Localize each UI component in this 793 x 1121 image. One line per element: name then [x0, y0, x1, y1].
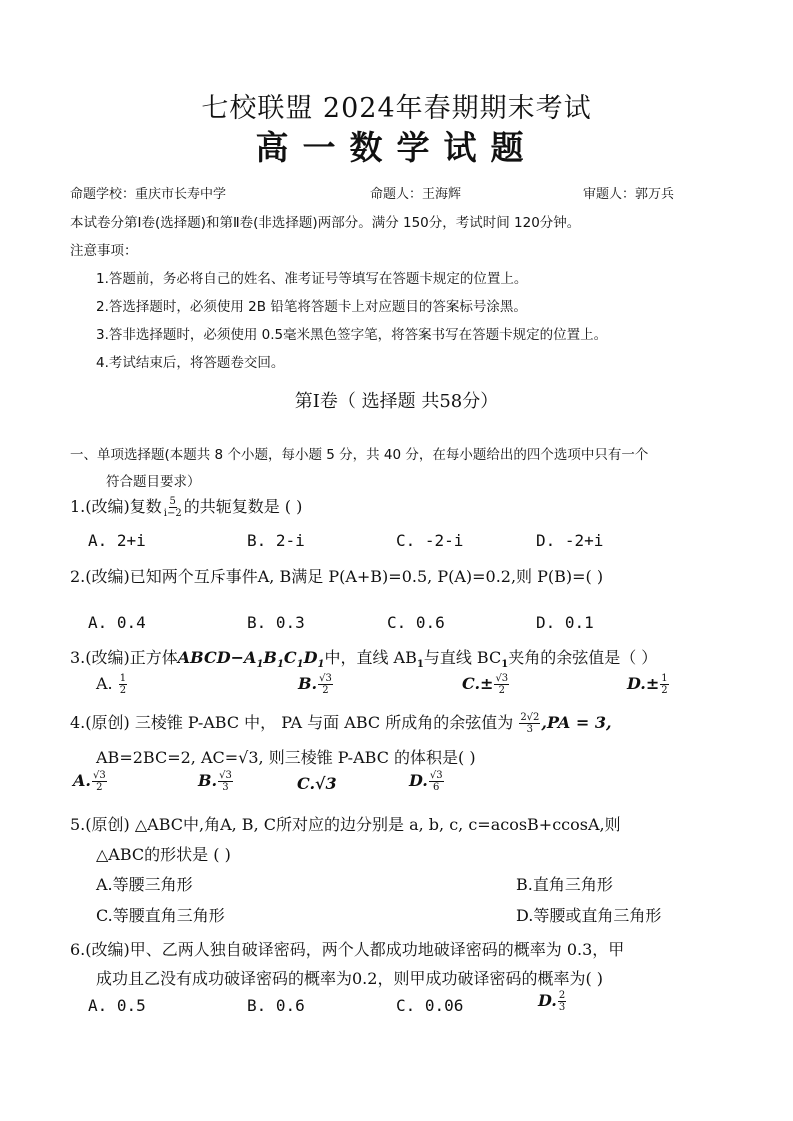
q4-option-b-frac — [218, 770, 233, 793]
q6-option-d-label: D. — [538, 991, 557, 1010]
question-5-line2: △ABC的形状是 ( ) — [96, 845, 231, 864]
question-4-line2: AB=2BC=2, AC=√3, 则三棱锥 P-ABC 的体积是( ) — [96, 748, 476, 767]
q3-cube-d: D — [303, 648, 318, 667]
q1-option-d: D. -2+i — [536, 531, 604, 550]
frac-den: 3 — [526, 724, 534, 735]
q3-option-d — [627, 673, 670, 696]
q3-sub: 1 — [317, 659, 325, 671]
q3-prefix: 3.(改编)正方体 — [70, 648, 178, 667]
q4-option-b-label: B. — [198, 771, 218, 790]
frac-den: 6 — [433, 782, 440, 793]
q6-option-c: C. 0.06 — [396, 996, 464, 1015]
q6-option-a: A. 0.5 — [88, 996, 146, 1015]
q1-option-a: A. 2+i — [88, 531, 146, 550]
q2-option-a: A. 0.4 — [88, 613, 146, 632]
q4-option-d — [409, 770, 445, 793]
q4-option-d-label: D. — [409, 771, 428, 790]
q1-frac-num: 5 — [169, 496, 176, 507]
q3-cube-name — [177, 648, 325, 671]
exam-title: 七校联盟 2024年春期期末考试 — [201, 93, 592, 124]
q4-option-b — [198, 770, 234, 793]
q4-option-a — [73, 770, 108, 793]
q4-option-d-frac — [429, 770, 444, 793]
q5-option-a: A.等腰三角形 — [96, 875, 193, 894]
question-1 — [70, 494, 302, 519]
q1-fraction — [163, 496, 183, 519]
question-4 — [70, 710, 612, 735]
frac-den: 2 — [119, 685, 127, 696]
setter-school: 命题学校：重庆市长寿中学 — [70, 187, 227, 202]
question-6: 6.(改编)甲、乙两人独自破译密码，两个人都成功地破译密码的概率为 0.3，甲 — [70, 940, 625, 959]
q3-option-c-label: C.± — [462, 674, 494, 693]
q4-option-a-label: A. — [73, 771, 91, 790]
q3-option-d-frac — [660, 673, 668, 696]
q6-option-b: B. 0.6 — [247, 996, 305, 1015]
frac-den: 2 — [498, 685, 505, 696]
q3-sub: 1 — [296, 659, 304, 671]
q6-option-d-frac — [558, 990, 566, 1013]
q4-option-c: C.√3 — [297, 774, 337, 793]
q3-option-c — [462, 673, 510, 696]
q5-option-d: D.等腰或直角三角形 — [516, 906, 662, 925]
notice-item: 1.答题前，务必将自己的姓名、准考证号等填写在答题卡规定的位置上。 — [96, 271, 528, 287]
q1-prefix: 1.(改编)复数 — [70, 497, 162, 516]
frac-num: 1 — [119, 673, 127, 684]
frac-num: √3 — [495, 673, 509, 684]
question-3 — [70, 645, 657, 670]
q3-sub: 1 — [501, 659, 509, 671]
frac-num: 2 — [558, 990, 566, 1001]
section-title: 第Ⅰ卷（ 选择题 共58分） — [294, 391, 499, 412]
q2-option-d: D. 0.1 — [536, 613, 594, 632]
q3-option-a-label: A. — [96, 674, 113, 693]
q3-sub: 1 — [416, 659, 424, 671]
q4-prefix: 4.(原创) 三棱锥 P-ABC 中， PA 与面 ABC 所成角的余弦值为 — [70, 713, 514, 732]
q4-pa: ,PA = 3, — [541, 713, 612, 732]
frac-den: 2 — [322, 685, 329, 696]
question-2: 2.(改编)已知两个互斥事件A, B满足 P(A+B)=0.5, P(A)=0.2,则 P(B)=( ) — [70, 567, 604, 586]
q3-cube-c: C — [283, 648, 297, 667]
frac-den: 2 — [96, 782, 103, 793]
q3-mid: 中，直线 AB — [324, 648, 417, 667]
frac-num: 2√2 — [520, 712, 540, 723]
q3-sub: 1 — [256, 659, 264, 671]
part-instructions: 一、单项选择题(本题共 8 个小题，每小题 5 分，共 40 分，在每小题给出的四个选项中只有一个 — [70, 447, 649, 463]
q2-option-c: C. 0.6 — [387, 613, 445, 632]
part-instructions-cont: 符合题目要求） — [106, 474, 201, 490]
q3-option-b-label: B. — [298, 674, 318, 693]
question-6-line2: 成功且乙没有成功破译密码的概率为0.2，则甲成功破译密码的概率为( ) — [96, 969, 604, 988]
notice-item: 2.答选择题时，必须使用 2B 铅笔将答题卡上对应题目的答案标号涂黑。 — [96, 299, 527, 315]
q3-cube-b: B — [263, 648, 277, 667]
frac-num: √3 — [219, 770, 232, 781]
frac-den: 3 — [558, 1002, 566, 1013]
q1-option-b: B. 2-i — [247, 531, 305, 550]
q4-option-a-frac — [92, 770, 107, 793]
q3-mid2: 与直线 BC — [423, 648, 502, 667]
reviewer-name: 审题人：郭万兵 — [583, 187, 675, 202]
frac-den: 3 — [222, 782, 229, 793]
q3-suffix: 夹角的余弦值是（ ） — [508, 648, 658, 667]
question-5: 5.(原创) △ABC中,角A, B, C所对应的边分别是 a, b, c, c=acosB+ccosA,则 — [70, 815, 621, 834]
frac-den: 2 — [661, 685, 668, 696]
q3-option-b-frac — [318, 673, 333, 696]
q1-option-c: C. -2-i — [396, 531, 464, 550]
q3-option-b — [298, 673, 334, 696]
notice-title: 注意事项： — [70, 243, 138, 259]
subject-title: 高一数学试题 — [255, 128, 538, 167]
q3-sub: 1 — [276, 659, 284, 671]
q3-option-c-frac — [494, 673, 509, 696]
q3-option-a-frac — [119, 673, 127, 696]
q3-cube-a: ABCD−A — [177, 648, 257, 667]
frac-num: √3 — [319, 673, 332, 684]
q1-frac-den: i−2 — [163, 508, 182, 519]
frac-num: √3 — [92, 770, 106, 781]
exam-intro: 本试卷分第Ⅰ卷(选择题)和第Ⅱ卷(非选择题)两部分。满分 150分，考试时间 120分钟。 — [70, 215, 581, 231]
q1-suffix: 的共轭复数是 ( ) — [183, 497, 303, 516]
frac-num: √3 — [429, 770, 443, 781]
notice-item: 3.答非选择题时，必须使用 0.5毫米黑色签字笔，将答案书写在答题卡规定的位置上。 — [96, 327, 608, 343]
q6-option-d — [538, 990, 567, 1013]
setter-name: 命题人：王海辉 — [370, 187, 462, 202]
q3-option-a — [96, 673, 128, 696]
q4-fraction — [519, 712, 540, 735]
notice-item: 4.考试结束后，将答题卷交回。 — [96, 355, 285, 371]
q2-option-b: B. 0.3 — [247, 613, 305, 632]
frac-num: 1 — [661, 673, 668, 684]
q5-option-b: B.直角三角形 — [516, 875, 613, 894]
q3-option-d-label: D.± — [627, 674, 660, 693]
q5-option-c: C.等腰直角三角形 — [96, 906, 225, 925]
